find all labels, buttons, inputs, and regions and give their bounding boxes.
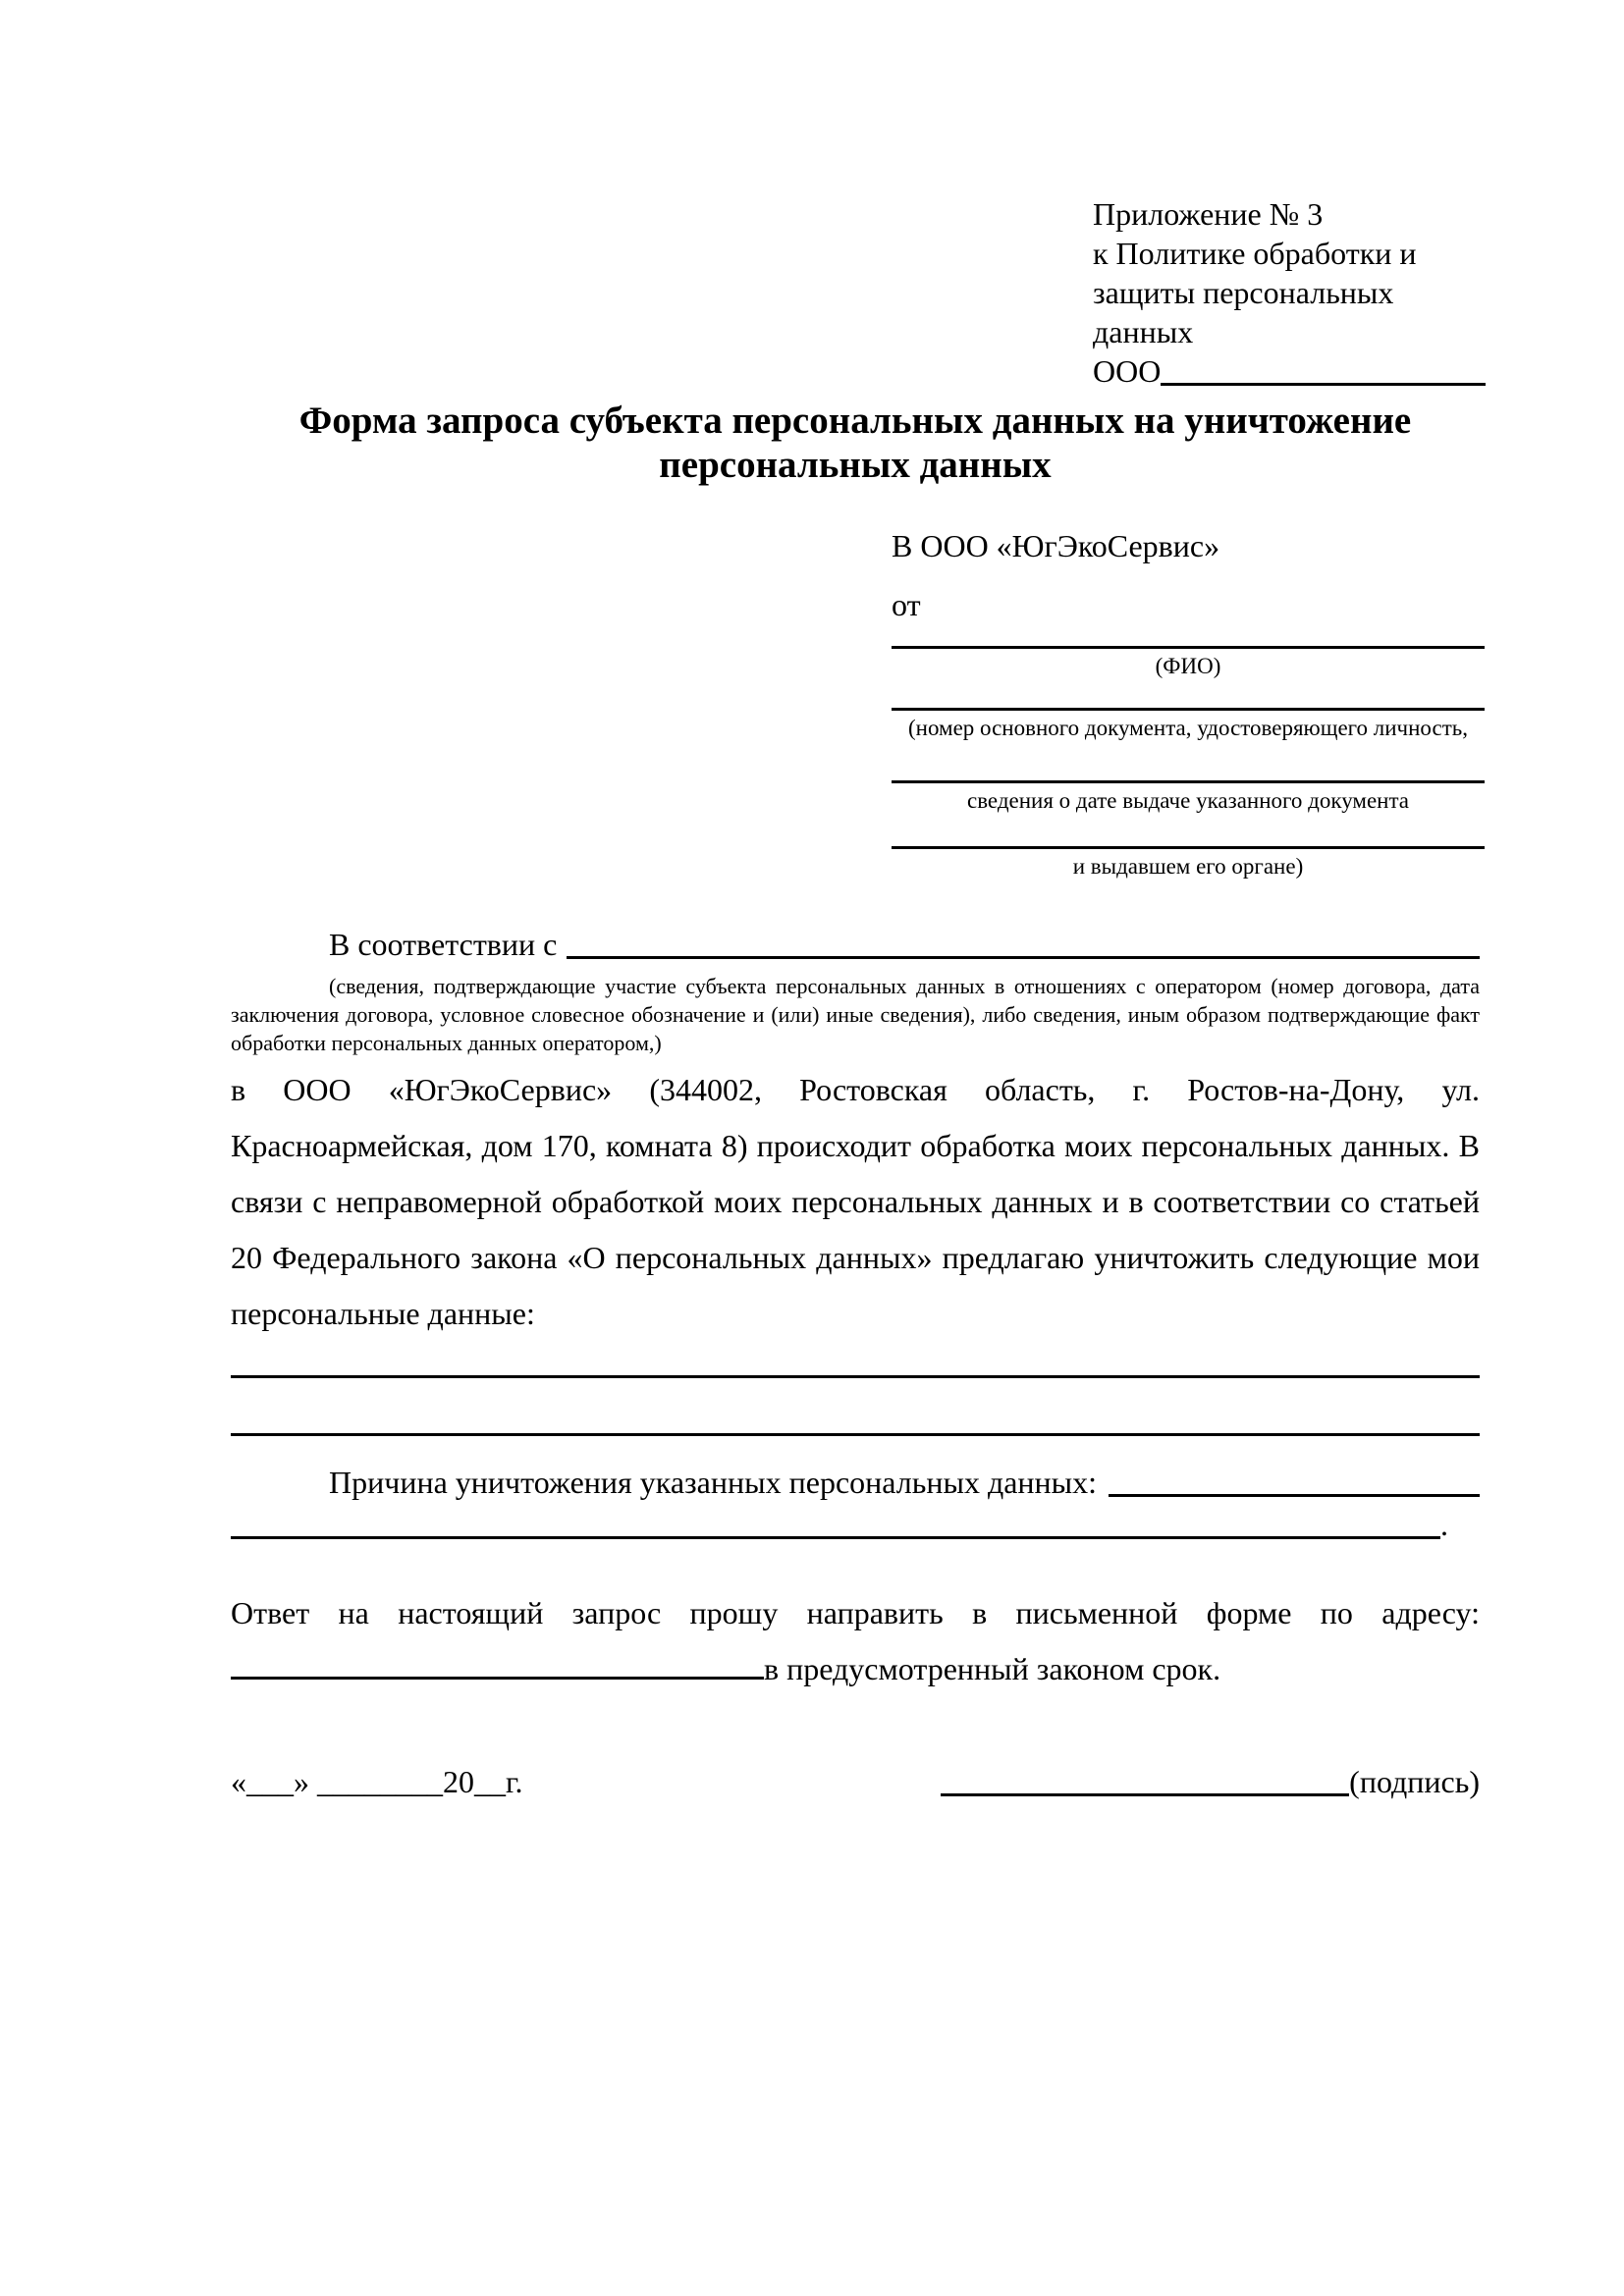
appendix-header	[1093, 194, 1486, 391]
reason-continuation-row	[231, 1505, 1480, 1544]
appendix-ooo-row	[1093, 351, 1486, 391]
signature-group	[941, 1762, 1480, 1801]
address-blank-line	[231, 1651, 764, 1680]
footer-row	[231, 1762, 1480, 1801]
body-paragraph: в ООО «ЮгЭкоСервис» (344002, Ростовская область, г. Ростов-на-Дону, ул. Красноармейская, дом 170, комната 8) происходит обработка моих персональных данных. В связи с неправомерной обработкой моих персональных данных и в соответствии со статьей 20 Федерального закона «О персональных данных» предлагаю уничтожить следующие мои персональные данные:	[231, 1072, 1480, 1331]
document-title: Форма запроса субъекта персональных данных на уничтожение персональных данных	[298, 400, 1412, 486]
reason-blank-line	[1109, 1463, 1480, 1497]
appendix-line-3: защиты персональных данных	[1093, 275, 1394, 349]
answer-text-part2: в предусмотренный законом срок.	[764, 1651, 1221, 1686]
issuing-authority-blank-line	[892, 846, 1485, 849]
appendix-line-1: Приложение № 3	[1093, 196, 1324, 232]
data-blank-line-2	[231, 1433, 1480, 1436]
fio-blank-line	[892, 646, 1485, 649]
reason-row	[231, 1463, 1480, 1502]
reason-continuation-blank-line	[231, 1505, 1440, 1539]
reason-period: .	[1440, 1507, 1448, 1542]
answer-text-part1: Ответ на настоящий запрос прошу направить в письменной форме по адресу:	[231, 1595, 1480, 1630]
addressee-from: от	[892, 587, 921, 622]
fio-caption: (ФИО)	[1155, 654, 1221, 678]
explanatory-note: (сведения, подтверждающие участие субъекта персональных данных в отношениях с оператором (номер договора, дата заключения договора, условное словесное обозначение и (или) иные сведения), либо сведения, иным образом подтверждающие факт обработки персональных данных оператором,)	[231, 974, 1480, 1055]
issue-date-caption: сведения о дате выдаче указанного документа	[966, 788, 1410, 813]
accordance-row	[231, 925, 1480, 964]
data-blank-line-1	[231, 1375, 1480, 1378]
issue-date-blank-line	[892, 780, 1485, 783]
reason-lead: Причина уничтожения указанных персональных данных:	[329, 1465, 1098, 1500]
ooo-prefix: ООО	[1093, 353, 1162, 389]
signature-caption: (подпись)	[1349, 1764, 1480, 1799]
accordance-blank-line	[567, 925, 1480, 959]
document-number-blank-line	[892, 708, 1485, 711]
issuing-authority-caption: и выдавшем его органе)	[1072, 854, 1304, 879]
answer-paragraph	[231, 1585, 1480, 1697]
accordance-lead: В соответствии с	[329, 927, 558, 962]
date-blank: «___» ________20__г.	[231, 1764, 523, 1799]
appendix-line-2: к Политике обработки и	[1093, 236, 1417, 271]
signature-blank-line	[941, 1762, 1349, 1796]
document-number-caption: (номер основного документа, удостоверяющего личность,	[907, 716, 1468, 740]
addressee-to: В ООО «ЮгЭкоСервис»	[892, 528, 1220, 563]
ooo-blank-line	[1161, 351, 1486, 386]
